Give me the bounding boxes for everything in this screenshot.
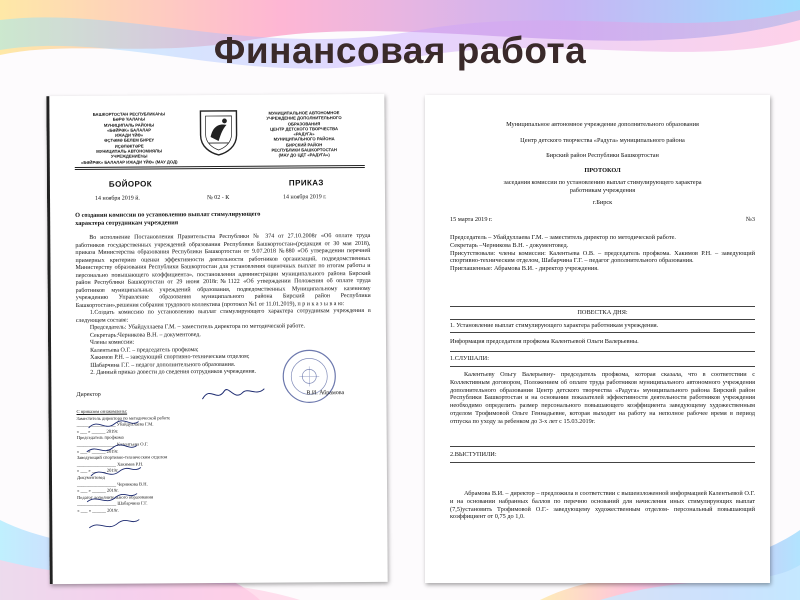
divider [450,351,755,352]
ack-line: Председатель профкома [76,435,124,441]
order-item-1: 1.Создать комиссию по установлению выплат стимулирующего характера сотрудникам учреждения в следующем составе: [75,307,371,324]
commission-secretary: Секретарь:Черникова В.Н. – документовед. [89,331,201,339]
city: г.Бирск [592,199,613,206]
agenda-title: ПОВЕСТКА ДНЯ: [577,309,628,316]
order-item-2: 2. Данный приказ довести до сведения сотрудников учреждения. [90,368,257,376]
order-document [46,94,387,584]
protocol-document [425,95,770,583]
acknowledgement-heading: С приказом ознакомлены: [76,408,128,414]
ack-line: « ___ » ______ 2019г. [77,507,119,513]
ack-line: _________________ Убайдуллаева Г.М. [76,421,154,428]
commission-chair: Председатель: Убайдуллаева Г.М. – заместитель директора по методической работе. [89,323,306,331]
protocol-date: 15 марта 2019 г. [450,216,493,223]
director-signature [198,383,268,405]
word-prikaz: ПРИКАЗ [288,178,324,188]
invited: Приглашенные: Абрамова В.И. - директор учреждения. [450,265,599,273]
header-russian: МУНИЦИПАЛЬНОЕ АВТОНОМНОЕ УЧРЕЖДЕНИЕ ДОПОЛНИТЕЛЬНОГО ОБРАЗОВАНИЯ ЦЕНТР ДЕТСКОГО ТВОРЧЕСТВА «РАДУГА» МУНИЦИПАЛЬНОГО РАЙОНА БИРСКИЙ РАЙОН РЕСПУБЛИКИ БАШКОРТОСТАН (МАУ ДО ЦДТ «РАДУГА») [266,110,342,158]
ack-line: Заведующий спортивно-техническим отделом [76,454,168,461]
ack-line: « ___ » ______ 2019г. [76,428,119,434]
protocol-number: №3 [745,216,755,223]
member-2: Хакимов Р.Н. – заведующий спортивно-техническим отделом; [90,353,250,361]
date-russian: 14 ноября 2019 г. [282,194,327,201]
protocol-secretary: Секретарь –Черникова В.Н. - документовед. [450,241,569,249]
divider [450,306,755,307]
protocol-heading: ПРОТОКОЛ [584,167,621,174]
header-bashkir: БАШКОРТОСТАН РЕСПУБЛИКАҺЫ БӘРӘ ҠАЛАҺЫ МУНИЦИПАЛЬ РАЙОНЫ «БӘЙРӘК» БАЛАЛАР ИЖАДИ ҮЙӨ» ӨҪТӘМӘ БЕЛЕМ БИРЕҮ ИҪӘЛӘКТӘРЕ МУНИЦИПАЛЬ АВТОНОМИЯЛЫ УЧРЕЖДЕНИЕҺЫ «БӘЙРӘК» БАЛАЛАР ИЖАДИ ҮЙӨ» (МАУ ДОД) [81,111,178,165]
slide-title: Финансовая работа [213,30,587,71]
ack-line: Документовед [76,474,105,480]
protocol-chair: Председатель – Убайдуллаева Г.М. – заместитель директор по методической работе. [450,234,676,241]
coat-of-arms-emblem [196,107,240,157]
listened-text: Калентьеву Ольгу Валерьевну- председатель профкома, которая сказала, что в соответствии с Коллективным договором, Положением об оплате труда работников муниципального автономного учреждения дополнительного образования Центр детского творчества «Радуга» муниципального района Бирский район Республики Башкортостан и на основании показателей эффективности деятельности работников учреждения необходимо определить размер персонального повышающего коэффициента заведующему художественным отделом Трофимовой Ольге Геннадьевне, которая выходит на работу на неполное рабочее время в период отпуска по уходу за ребенком до 3-х лет с 15.03.2019г. [450,371,755,425]
listened-title: 1.СЛУШАЛИ: [450,355,489,362]
divider [450,462,755,463]
ack-line: _________________ Черникова В.Н. [76,481,148,487]
spoke-text: Абрамова В.И. – директор – предложила в соответствии с вышеизложенной информацией Калентьевой О.Г. и на основании набранных баллов по перечню оснований для начисления иных стимулирующих выплат (7,5)установить Трофимовой О.Г.- заведующему художественным отделом- персональный повышающий коэффициент от 0,75 до 1,0. [450,490,755,521]
listened-text-block [450,371,755,426]
ack-line: _________________ Калентьева О.Г. [76,441,149,447]
divider [450,319,755,320]
spoke-text-block [450,490,755,521]
org-line-1: Муниципальное автономное учреждение дополнительного образования [506,121,699,128]
agenda-info: Информация председателя профкома Калентьевой Ольги Валерьевны. [450,338,639,345]
ack-line: « ___ » ______ 2019г. [76,448,119,454]
agenda-item-1: 1. Установление выплат стимулирующего характера работникам учреждения. [450,322,659,329]
spoke-title: 2.ВЫСТУПИЛИ: [450,451,497,458]
meeting-title: заседания комиссии по установлению выплат стимулирующего характера работникам учреждения [503,179,702,194]
handwritten-signatures [79,413,190,544]
attendance-block [450,234,755,273]
ack-line: « ___ » ______ 2019г. [76,468,119,474]
date-bashkir: 14 ноября 2019 й. [94,195,140,202]
member-3: Шабарчина Г.Г. – педагог дополнительного образования. [90,361,236,369]
order-preamble: Во исполнение Постановления Правительства Республики № 374 от 27.10.2008г «Об оплате труда работников государственных учреждений образования Республики Башкортостан»(редакция от 30 мая 2018), приказа Министерства образования Республики Башкортостан от 9.07.2018 №880 «Об утверждении перечней примерных критериев оценки эффективности деятельности работников организаций, подведомственных Министерству образования Республики Башкортостан для установления оценочных выплат по итогам работы и персонально повышающего коэффициента», постановления администрации муниципального района Бирский район Республики Башкортостан от 29 июня 2018г.№1122 «Об утверждении Положения об оплате труда работников муниципальных учреждений образования, подведомственных Муниципальному казенному учреждению Управление образования муниципального района Бирский район Республики Башкортостан»,решения собрания трудового коллектива (протокол №1 от 11.01.2019), п р и к а з ы в а ю: [75,232,371,309]
divider [450,366,755,367]
protocol-date-row [450,216,755,224]
ack-line: _________________ Хакимов Р.Н. [76,461,144,467]
divider [450,332,755,333]
word-boyorok: БОЙОРОК [108,179,153,189]
ack-line: Заместитель директора по методической работе [76,414,171,421]
members-label: Члены комиссии: [90,339,135,346]
org-line-2: Центр детского творчества «Радуга» муниципального района [520,137,685,144]
order-number: № 02 - К [206,194,230,202]
order-subject: О создании комиссии по установлению выплат стимулирующего характера сотрудникам учреждения [75,210,261,227]
ack-line: _________________ Шабарчина Г.Г. [77,500,148,507]
signer-role: Директор [76,391,101,398]
ack-line: « ___ » ______ 2019г. [77,487,119,494]
present-members: Присутствовали: члены комиссии: Калентьева О.В. – председатель профкома. Хакимов Р.Н. – заведующий спортивно-техническим отделом, Шабарчина Г.Г. – педагог дополнительного образования. [450,249,755,265]
divider [450,446,755,447]
ack-line: Педагог дополнительного образования [77,494,154,500]
org-line-3: Бирский район Республики Башкортостан [546,152,659,159]
signer-name: В.И. Абрамова [306,390,345,397]
member-1: Калентьева О.Г. – председатель профкома; [90,346,199,354]
